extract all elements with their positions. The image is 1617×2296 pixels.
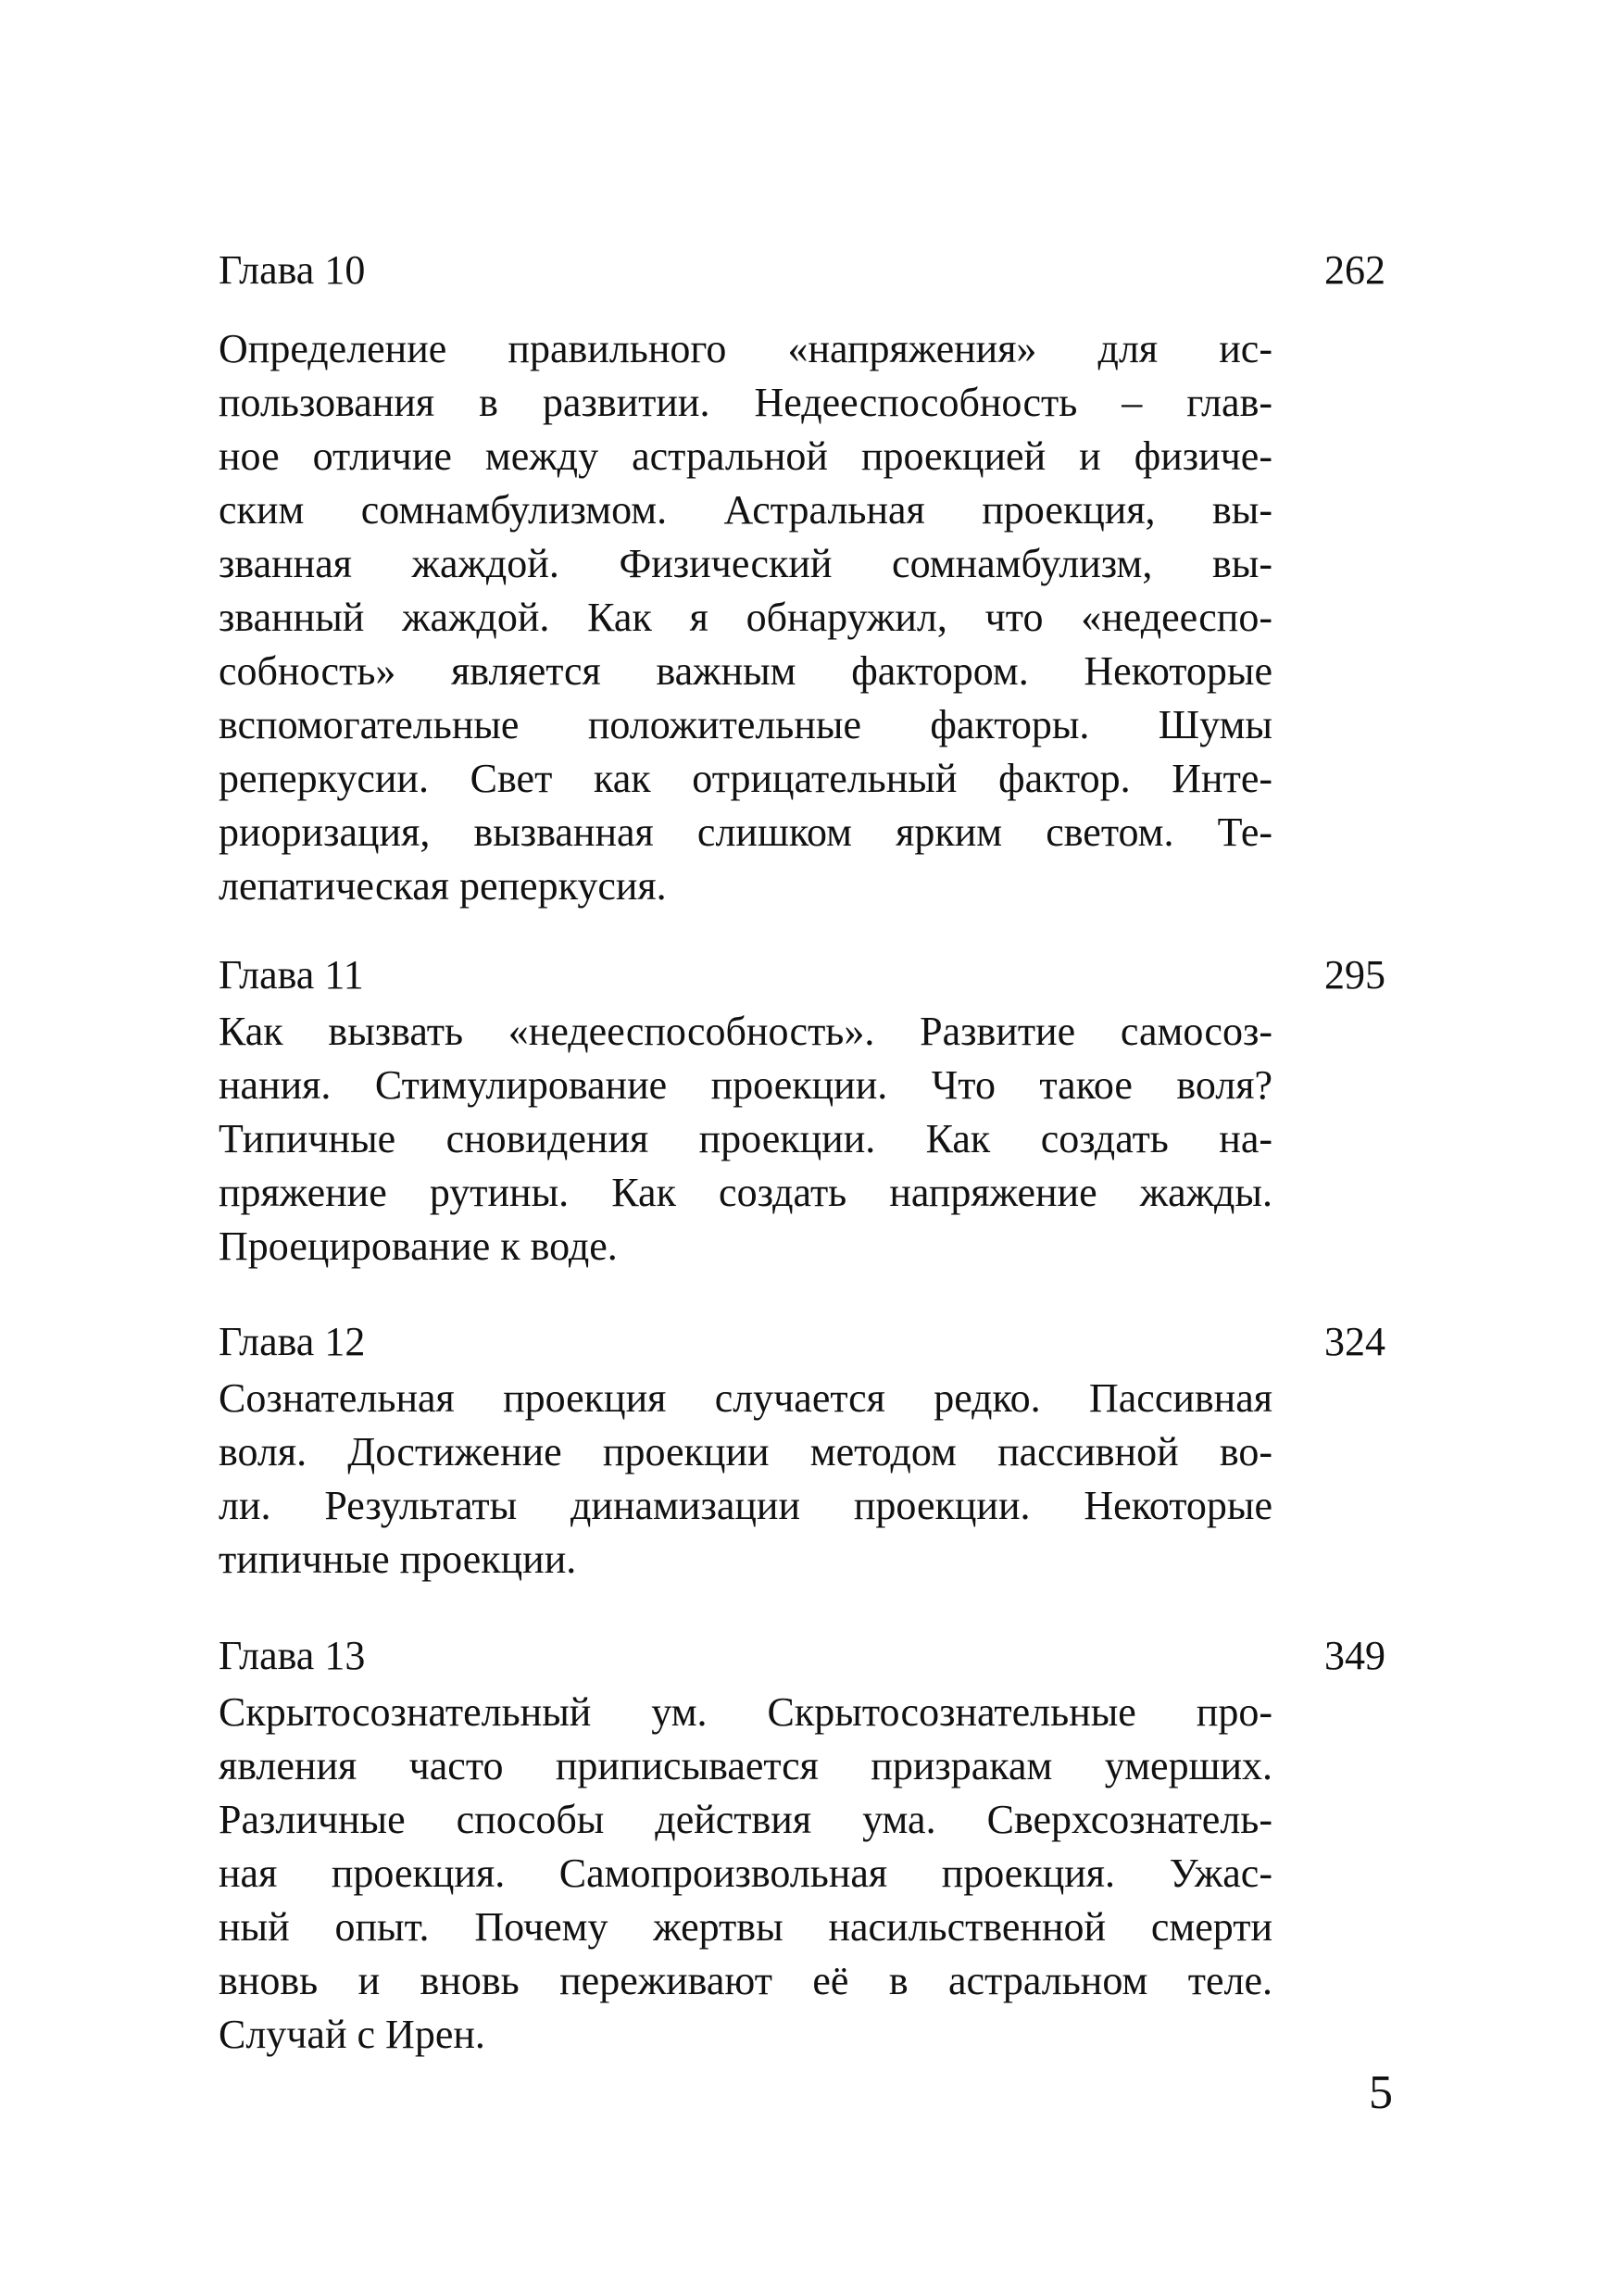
toc-entry-chapter-12	[219, 1314, 1385, 1587]
summary-line: типичные проекции.	[219, 1537, 577, 1582]
toc-entry-heading	[219, 1314, 1385, 1370]
chapter-page-number: 295	[1324, 952, 1385, 997]
chapter-page-number: 324	[1324, 1319, 1385, 1364]
summary-line: ный опыт. Почему жертвы насильственной смерти	[219, 1904, 1272, 1950]
summary-line: пользования в развитии. Недееспособность – глав-	[219, 380, 1272, 425]
summary-line: Как вызвать «недееспособность». Развитие самосоз-	[219, 1009, 1272, 1054]
summary-line: Случай с Ирен.	[219, 2012, 485, 2057]
summary-line: пряжение рутины. Как создать напряжение жажды.	[219, 1170, 1272, 1215]
chapter-title: Глава 13	[219, 1633, 366, 1678]
summary-line: вспомогательные положительные факторы. Шумы	[219, 702, 1272, 747]
chapter-title: Глава 10	[219, 247, 366, 293]
summary-line: Определение правильного «напряжения» для ис-	[219, 326, 1272, 371]
summary-line: реперкусии. Свет как отрицательный фактор. Инте-	[219, 756, 1272, 801]
chapter-summary	[219, 1372, 1272, 1587]
summary-line: вновь и вновь переживают её в астральном теле.	[219, 1958, 1272, 2003]
page-number: 5	[1369, 2066, 1393, 2119]
summary-line: ли. Результаты динамизации проекции. Некоторые	[219, 1483, 1272, 1528]
summary-line: ским сомнамбулизмом. Астральная проекция, вы-	[219, 487, 1272, 533]
toc-entry-heading	[219, 243, 1385, 298]
summary-line: званная жаждой. Физический сомнамбулизм, вы-	[219, 541, 1272, 586]
chapter-summary	[219, 322, 1272, 913]
toc-entry-chapter-11	[219, 947, 1385, 1273]
summary-line: ная проекция. Самопроизвольная проекция. Ужас-	[219, 1851, 1272, 1896]
chapter-title: Глава 12	[219, 1319, 366, 1364]
summary-line: Скрытосознательный ум. Скрытосознательные про-	[219, 1689, 1272, 1735]
summary-line: Проецирование к воде.	[219, 1223, 618, 1269]
summary-line: риоризация, вызванная слишком ярким светом. Те-	[219, 809, 1272, 855]
chapter-summary	[219, 1005, 1272, 1273]
summary-line: воля. Достижение проекции методом пассивной во-	[219, 1429, 1272, 1474]
toc-entry-heading	[219, 947, 1385, 1003]
summary-line: Различные способы действия ума. Сверхсознатель-	[219, 1797, 1272, 1842]
toc-entry-chapter-10	[219, 243, 1385, 913]
chapter-title: Глава 11	[219, 952, 364, 997]
chapter-summary	[219, 1686, 1272, 2062]
summary-line: явления часто приписывается призракам умерших.	[219, 1743, 1272, 1788]
summary-line: Типичные сновидения проекции. Как создать на-	[219, 1116, 1272, 1161]
summary-line: Сознательная проекция случается редко. Пассивная	[219, 1375, 1272, 1421]
summary-line: собность» является важным фактором. Некоторые	[219, 648, 1272, 694]
chapter-page-number: 262	[1324, 247, 1385, 293]
summary-line: лепатическая реперкусия.	[219, 863, 667, 909]
summary-line: нания. Стимулирование проекции. Что такое воля?	[219, 1062, 1272, 1108]
toc-entry-heading	[219, 1628, 1385, 1684]
chapter-page-number: 349	[1324, 1633, 1385, 1678]
summary-line: званный жаждой. Как я обнаружил, что «недееспо-	[219, 595, 1272, 640]
summary-line: ное отличие между астральной проекцией и физиче-	[219, 433, 1272, 479]
toc-entry-chapter-13	[219, 1628, 1385, 2062]
